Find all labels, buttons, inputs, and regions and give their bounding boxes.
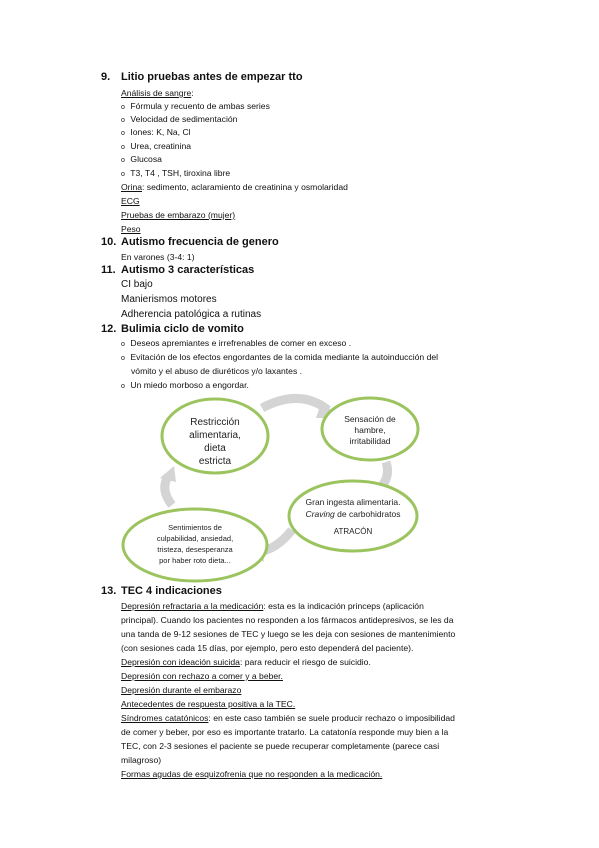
- section-number: 10.: [101, 236, 117, 248]
- orina-text: : sedimento, aclaramiento de creatinina y osmolaridad: [142, 182, 348, 192]
- bulimia-item-text: Deseos apremiantes e irrefrenables de comer en exceso .: [130, 338, 352, 348]
- indication-text: : para reducir el riesgo de suicidio.: [239, 657, 371, 667]
- bullet-circle-icon: o: [121, 157, 125, 164]
- blood-item-text: Glucosa: [130, 154, 162, 164]
- orina-label: Orina: [121, 182, 143, 192]
- indication-label: Depresión con ideación suicida: [121, 657, 240, 667]
- hunger-line: hambre,: [354, 425, 386, 435]
- bullet-circle-icon: o: [121, 383, 125, 390]
- section-title: Autismo 3 características: [121, 264, 255, 276]
- craving-word: Craving: [305, 509, 335, 519]
- bulimia-item-text: Evitación de los efectos engordantes de la comida mediante la autoinducción del: [130, 352, 439, 362]
- section-title: Litio pruebas antes de empezar tto: [121, 71, 303, 83]
- weight-label: Peso: [121, 224, 141, 234]
- binge-label: ATRACÓN: [333, 527, 373, 536]
- section-13-heading: [101, 585, 222, 597]
- bulimia-item-text: Un miedo morboso a engordar.: [130, 380, 249, 390]
- restriction-line: alimentaria,: [189, 430, 241, 441]
- section-number: 9.: [101, 71, 111, 83]
- bullet-circle-icon: o: [121, 130, 125, 137]
- section-title: Autismo frecuencia de genero: [121, 236, 279, 248]
- restriction-line: dieta: [204, 443, 226, 454]
- bullet-circle-icon: o: [121, 104, 125, 111]
- section-number: 11.: [101, 264, 116, 276]
- bullet-circle-icon: o: [121, 171, 125, 178]
- tec-indication-5: Antecedentes de respuesta positiva a la TEC.: [121, 699, 296, 709]
- indication-text: : en este caso también se suele producir rechazo o imposibilidad: [208, 713, 455, 723]
- blood-item-text: Iones: K, Na, Cl: [130, 127, 191, 137]
- blood-item-text: Urea, creatinina: [130, 141, 192, 151]
- bullet-circle-icon: o: [121, 341, 125, 348]
- autism-item: Manierismos motores: [121, 294, 217, 305]
- blood-analysis-label: Análisis de sangre: [121, 88, 192, 98]
- blood-item-text: T3, T4 , TSH, tiroxina libre: [130, 168, 231, 178]
- tec-indication-2: [121, 656, 371, 668]
- autism-item: CI bajo: [121, 279, 153, 290]
- bullet-circle-icon: o: [121, 355, 125, 362]
- binge-line-2: [306, 509, 401, 519]
- section-number: 12.: [101, 323, 117, 335]
- autism-frequency-text: En varones (3-4: 1): [121, 252, 195, 262]
- guilt-line: por haber roto dieta...: [159, 556, 231, 565]
- guilt-line: Sentimientos de: [168, 523, 222, 532]
- tec-indication-3: Depresión con rechazo a comer y a beber.: [121, 671, 283, 681]
- hunger-line: irritabilidad: [349, 436, 391, 446]
- section-title: TEC 4 indicaciones: [121, 585, 222, 597]
- paragraph-line: milagroso): [121, 755, 162, 765]
- pregnancy-test-label: Pruebas de embarazo (mujer): [121, 210, 236, 220]
- indication-text: : esta es la indicación princeps (aplicación: [263, 601, 424, 611]
- paragraph-line: TEC, con 2-3 sesiones el paciente se puede recuperar completamente (parece casi: [121, 741, 440, 751]
- guilt-line: culpabilidad, ansiedad,: [156, 534, 234, 543]
- binge-line-rest: de carbohidratos: [334, 509, 401, 519]
- restriction-line: estricta: [198, 456, 232, 467]
- tec-indication-4: Depresión durante el embarazo: [121, 685, 242, 695]
- section-number: 13.: [101, 585, 117, 597]
- paragraph-line: una tanda de 9-12 sesiones de TEC y luego se les deja con sesiones de mantenimiento: [121, 629, 456, 639]
- paragraph-line: de comer y beber, por eso es importante tratarlo. La catatonía responde muy bien a la: [121, 727, 449, 737]
- tec-indication-1: [121, 600, 424, 612]
- blood-item-text: Velocidad de sedimentación: [130, 114, 238, 124]
- bullet-circle-icon: o: [121, 117, 125, 124]
- tec-indication-7: Formas agudas de esquizofrenia que no responden a la medicación.: [121, 769, 383, 779]
- indication-label: Síndromes catatónicos: [121, 713, 209, 723]
- guilt-line: tristeza, desesperanza: [157, 545, 233, 554]
- hunger-line: Sensación de: [344, 414, 396, 424]
- binge-line: Gran ingesta alimentaria.: [305, 497, 401, 507]
- bulimia-item-continuation: vómito y el abuso de diuréticos y/o laxantes .: [131, 366, 303, 376]
- indication-label: Depresión refractaria a la medicación: [121, 601, 264, 611]
- colon: :: [191, 88, 194, 98]
- paragraph-line: (con sesiones cada 15 días, por ejemplo, pero esto dependerá del paciente).: [121, 643, 414, 653]
- ecg-label: ECG: [121, 196, 140, 206]
- paragraph-line: principal). Cuando los pacientes no responden a los fármacos antidepresivos, se les da: [121, 615, 454, 625]
- restriction-line: Restricción: [190, 417, 240, 428]
- bullet-circle-icon: o: [121, 144, 125, 151]
- section-title: Bulimia ciclo de vomito: [121, 323, 244, 335]
- autism-item: Adherencia patológica a rutinas: [121, 309, 262, 320]
- tec-indication-6: [121, 712, 455, 724]
- blood-item-text: Fórmula y recuento de ambas series: [130, 101, 270, 111]
- arrow-top: [262, 398, 328, 410]
